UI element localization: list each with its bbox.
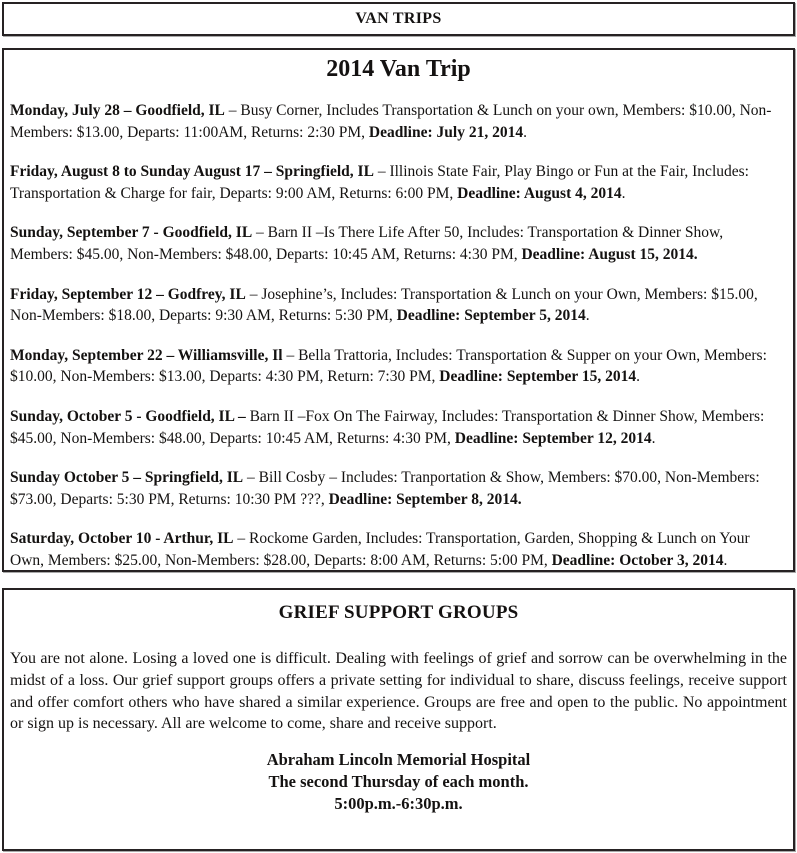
grief-paragraph: You are not alone. Losing a loved one is difficult. Dealing with feelings of grief and sorrow can be overwhelming in the midst of a loss. Our grief support groups offers a private setting for individual to share, discuss feelings, receive support and offer comfort others who have shared a similar experience. Groups are free and open to the public. No appointment or sign up is necessary. All are welcome to come, share and receive support. — [10, 650, 787, 733]
van-trips-section — [2, 48, 795, 572]
van-trip-section-title: 2014 Van Trip — [326, 56, 471, 82]
meeting-location: Abraham Lincoln Memorial Hospital — [266, 750, 531, 770]
trip-text: . — [585, 307, 590, 325]
trip-entry — [10, 284, 787, 327]
trip-text: – Josephine’s, Includes: Transportation & Lunch on your Own, Members: $15.00, Non-Members: $18.00, Departs: 9:30 AM, Returns: 5:30 PM, — [10, 285, 758, 325]
trip-text-bold: Sunday October 5 – Springfield, IL — [10, 469, 244, 487]
trip-text-bold: Monday, July 28 – Goodfield, IL — [10, 102, 225, 119]
trip-text: – Bill Cosby – Includes: Tranportation & Show, Members: $70.00, Non-Members: $73.00, Departs: 5:30 PM, Returns: 10:30 PM ???, — [10, 469, 760, 508]
trip-text-bold: Sunday, October 5 - Goodfield, IL – — [10, 407, 246, 425]
trip-text-bold: Deadline: August 15, 2014. — [521, 245, 698, 263]
trip-entry — [10, 406, 787, 449]
trip-text: – Rockome Garden, Includes: Transportation, Garden, Shopping & Lunch on Your Own, Members: $25.00, Non-Members: $28.00, Departs: 8:00 AM, Returns: 5:00 PM, — [10, 530, 750, 569]
trip-list — [10, 100, 787, 572]
trip-text-bold: Monday, September 22 – Williamsville, Il — [10, 346, 283, 364]
trip-entry — [10, 100, 787, 143]
trip-entry — [10, 222, 787, 265]
trip-entry — [10, 467, 787, 510]
page-title: VAN TRIPS — [355, 10, 442, 27]
trip-text-bold: Deadline: September 15, 2014 — [439, 368, 637, 386]
trip-text-bold: Friday, September 12 – Godfrey, IL — [10, 285, 246, 303]
trip-text: . — [636, 368, 641, 386]
trip-text: – Illinois State Fair, Play Bingo or Fun at the Fair, Includes: Transportation & Charge for fair, Departs: 9:00 AM, Returns: 6:00 PM, — [10, 163, 749, 202]
trip-entry — [10, 345, 787, 388]
grief-support-section — [2, 588, 795, 851]
trip-text: . — [621, 184, 626, 202]
trip-text: – Bella Trattoria, Includes: Transportation & Supper on your Own, Members: $10.00, Non-Members: $13.00, Departs: 4:30 PM, Return: 7:30 PM, — [10, 346, 767, 386]
trip-text-bold: Friday, August 8 to Sunday August 17 – Springfield, IL — [10, 163, 374, 181]
trip-entry — [10, 161, 787, 204]
trip-text: . — [651, 429, 656, 447]
meeting-schedule: The second Thursday of each month. — [268, 771, 529, 791]
trip-text-bold: Deadline: September 5, 2014 — [396, 307, 586, 325]
meeting-time: 5:00p.m.-6:30p.m. — [334, 793, 463, 813]
trip-text-bold: Deadline: September 8, 2014. — [328, 490, 522, 508]
grief-meeting-info — [10, 749, 787, 814]
trip-entry — [10, 528, 787, 571]
trip-text-bold: Deadline: July 21, 2014 — [368, 123, 524, 141]
trip-text-bold: Deadline: October 3, 2014 — [551, 551, 724, 569]
grief-section-title: GRIEF SUPPORT GROUPS — [278, 602, 519, 623]
trip-text: . — [723, 551, 728, 569]
trip-text-bold: Sunday, September 7 - Goodfield, IL — [10, 224, 253, 242]
trip-text-bold: Deadline: August 4, 2014 — [457, 184, 622, 202]
trip-text: – Busy Corner, Includes Transportation & Lunch on your own, Members: $10.00, Non-Members: $13.00, Departs: 11:00AM, Returns: 2:30 PM, — [10, 102, 772, 141]
trip-text: . — [523, 123, 527, 141]
trip-text-bold: Deadline: September 12, 2014 — [454, 429, 652, 447]
trip-text: – Barn II –Is There Life After 50, Includes: Transportation & Dinner Show, Members: $45.00, Non-Members: $48.00, Departs: 10:45 AM, Returns: 4:30 PM, — [10, 224, 724, 263]
trip-text-bold: Saturday, October 10 - Arthur, IL — [10, 530, 234, 548]
van-trips-header-box — [2, 2, 795, 36]
trip-text: Barn II –Fox On The Fairway, Includes: Transportation & Dinner Show, Members: $45.00, Non-Members: $48.00, Departs: 10:45 AM, Returns: 4:30 PM, — [10, 407, 765, 447]
